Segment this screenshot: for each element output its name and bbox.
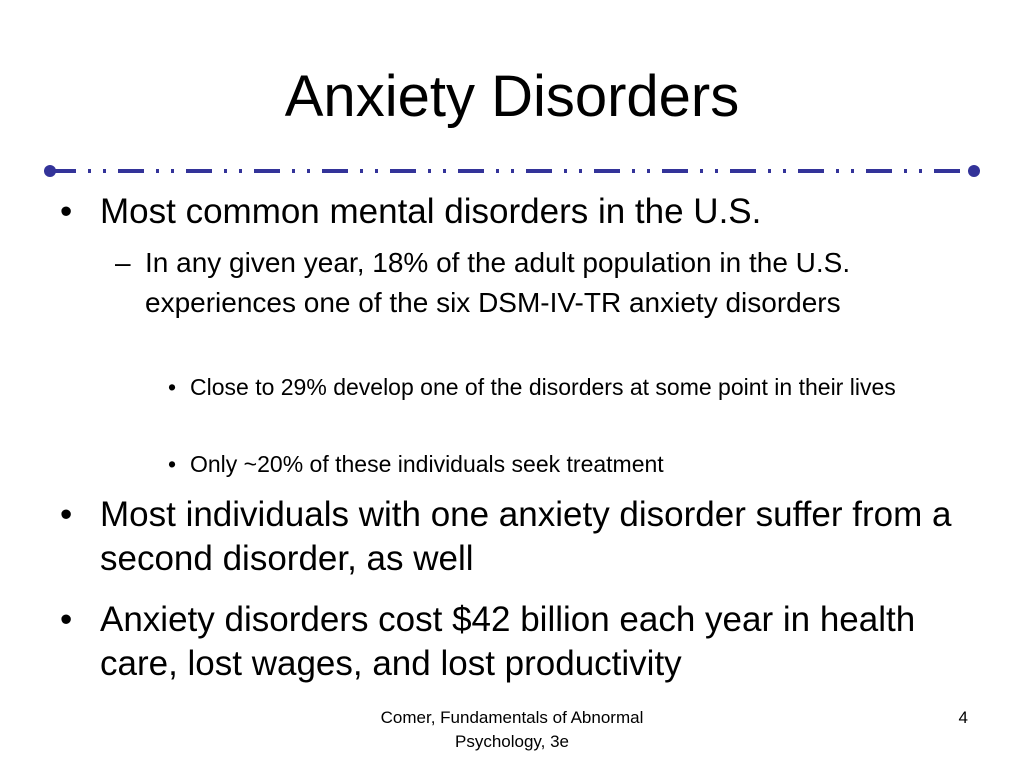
page-number: 4 [958, 708, 968, 727]
subsubbullet-text: Only ~20% of these individuals seek treatment [190, 451, 664, 477]
subsubbullet-treatment [168, 447, 960, 481]
bullet-marker: • [168, 374, 177, 400]
slide-title: Anxiety Disorders [284, 64, 740, 129]
bullet-most-common [60, 190, 960, 234]
subsubbullet-lifetime [168, 370, 960, 404]
bullet-cost [60, 598, 960, 686]
bullet-text: Anxiety disorders cost $42 billion each year in health care, lost wages, and lost productivity [100, 600, 916, 683]
bullet-marker: • [60, 192, 73, 231]
bullet-text: Most common mental disorders in the U.S. [100, 192, 762, 231]
subbullet-text: In any given year, 18% of the adult population in the U.S. experiences one of the six DSM-IV-TR anxiety disorders [145, 247, 851, 318]
bullet-comorbidity [60, 493, 970, 581]
bullet-marker: • [60, 600, 73, 639]
title-divider [40, 158, 984, 184]
subbullet-annual-prevalence [115, 243, 945, 323]
bullet-marker: • [168, 451, 177, 477]
dash-marker: – [115, 247, 131, 278]
subsubbullet-text: Close to 29% develop one of the disorders at some point in their lives [190, 374, 896, 400]
footer-citation: Comer, Fundamentals of Abnormal Psychology, 3e [380, 708, 644, 751]
bullet-text: Most individuals with one anxiety disorder suffer from a second disorder, as well [100, 495, 952, 578]
bullet-marker: • [60, 495, 73, 534]
